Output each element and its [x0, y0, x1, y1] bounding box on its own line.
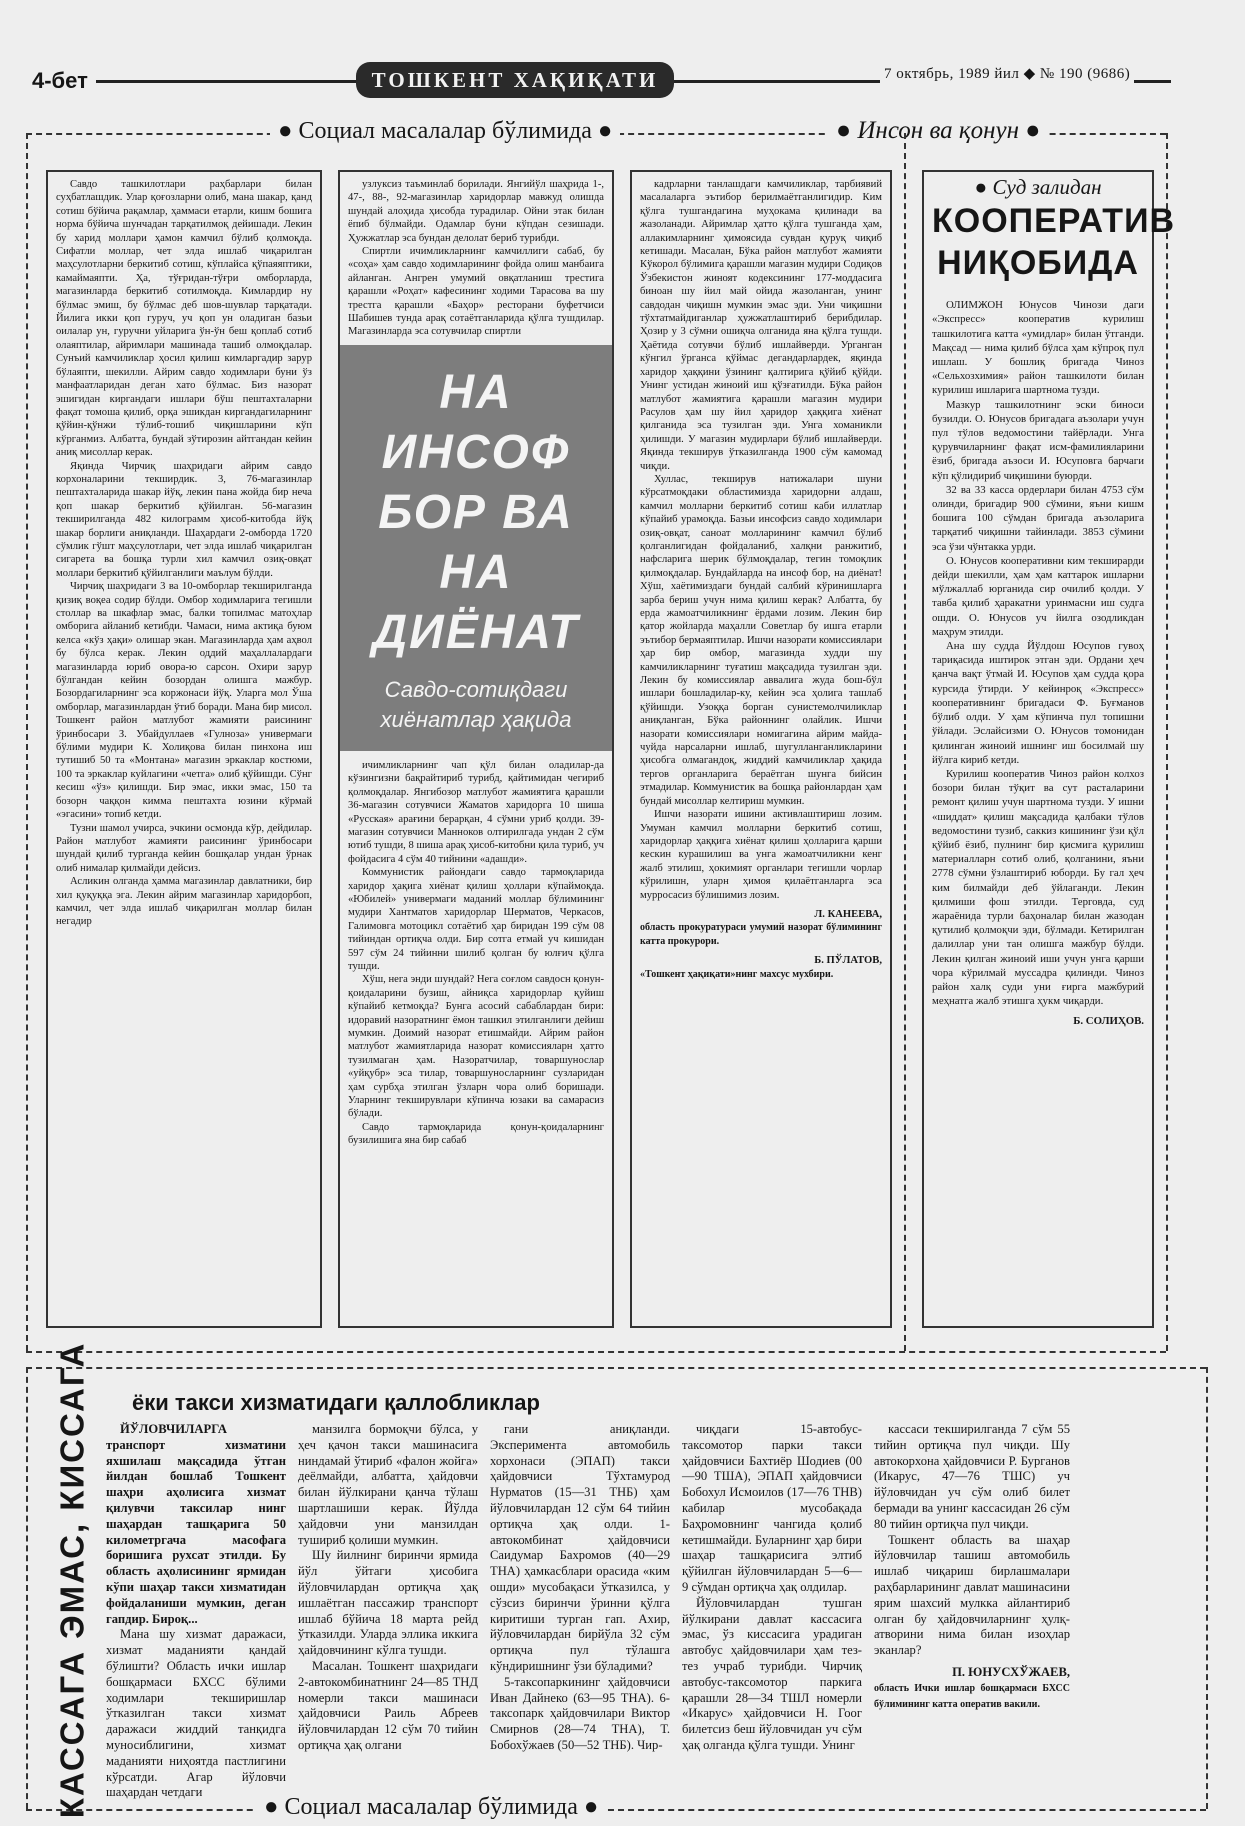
- headline-line: НА ИНСОФ: [381, 365, 571, 479]
- paragraph: ичимликларнинг чап қўл билан оладилар-да кўзингизни бақрайтириб турибд, қайтимидан чегириб қолмоқдалар. Янгибозор матлубот жамиятига қарашли 36-магазин сотувчиси Жаматов харидорга 10 шиша «Русская» арағини берарқан, 4 сўмни уриб қолди. 39-магазин сотувчиси Манноков олтирилгада ундан 2 сўм ютиб тушди, 8 шиша арақ ҳисоб-китобни қила туриб, уч фойдасига 4 сўм 40 тийнини «адашди».: [348, 759, 604, 865]
- headline-line: НИҚОБИДА: [937, 244, 1139, 283]
- article1-column-1: [46, 170, 322, 1328]
- paragraph: кадрларни танлашдаги камчиликлар, тарбиявий масалаларга эътибор берилмаётганлигидир. Ким қўлга тушгандагина муҳокама қилинади ва жазоланади. Айримлар ҳатто қўлга тушганда ҳам, аллакимларнинг ҳимоясида сувдан қуруқ чиқиб кетишади. Масалан, Бўка район матлубот жамияти Кўкорол бўлимига қарашли магазин мудири Содиқов Ўзбекистон жиноят кодексининг 177-моддасига биноан шу йил май ойида жазоланган, унинг савдодан чиқишн мумкин эмас эди. Уни чиқишни тўхтатмайдиганлар ҳужжатлаштириб берибдилар. Ҳозир у 3 сўмни ошиқча олганида яна қўлга тушди. Ҳаётида сотувчи бўлиб ишлайверди. Урганган кўнгил ўрганса қўймас дегандарлардек, яқинда харидор ҳаққини ўзининг қалтирига қўйиб қўйди. Унинг устидан жиноий иш қўзғатилди. Бўка район матлубот жамиятига қарашли магазин мудири Расулов ҳам шу йил ҳаридор ҳаққига хиёнат қилганида эса тузилган эди. Унга хоманикли ҳилишди. У магазин мудирлари бўлиб ишлайверди. Яқинда текширув ўтказилганда 1900 сўм камомад чиқди.: [640, 179, 882, 472]
- article1-column-3: [630, 170, 892, 1328]
- page-number: 4-бет: [32, 68, 88, 93]
- article1-headline-box: [340, 345, 612, 751]
- signature-yunushujaev-role: область Ички ишлар бошқармаси БХСС бўлимининг катта оператив вакили.: [874, 1682, 1070, 1710]
- paragraph: О. Юнусов кооперативни ким текширарди дейди шекилли, ҳам ҳам каттарок ишларни мўлжаллаб юрганида сир очилиб қолди. У тавба қилиб ҳаракатни уринмасни иш судга ошди. О. Юнусов уч йилга озодликдан маҳрум этилди.: [932, 554, 1144, 638]
- bottom-column-5: [874, 1422, 1070, 1790]
- issue-date: 7 октябрь, 1989 йил ◆ № 190 (9686): [880, 64, 1134, 83]
- paragraph: Коммунистик райондаги савдо тармоқларида харидор ҳақига хиёнат қилиш ҳоллари кўпаймоқда. «Юбилей» универмаги маданий моллар бўлимининг мудири Хантматов харидорлар Шерматов, Черкасов, Галимовга мотоцикл сотаётиб ҳар биридан 199 сўм 08 тийиндан ортиқча олди. Бир сотга етмай уч кишидан 597 сўм 24 тийинни шилиб қолган бу юлғич қўлга тушди.: [348, 867, 604, 972]
- paragraph: Тошкент область ва шаҳар йўловчилар ташиш автомобиль ишлаб чиқариш бирлашмалари раҳбарларининг давлат машинасини ярим шахсий мулкка айлантириб олган бу ҳайдовчиларнинг ҳулқ-атворини нима билан изоҳлар эканлар?: [874, 1532, 1070, 1658]
- paragraph: Ишчи назорати ишини активлаштириш лозим. Умуман камчил молларни беркитиб сотиш, харидорлар ҳаққига хиёнат қилиш ҳолларига қарши кескин курашилиш ва унга жамоатчиликни кенг жалб этилиш, ҳокимият органлари тегишли чорлар кўрилишн, уларн ҳимоя қилаётганларга эса мурросасиз бўлишимиз лозим.: [640, 809, 882, 901]
- newspaper-title: ТОШКЕНТ ХАҚИҚАТИ: [356, 62, 674, 98]
- paragraph: Тузни шамол учирса, эчкини осмонда кўр, дейдилар. Район матлубот жамияти раисининг ўринбосари шундай қилиб турганда кейин бошқалар ундан ўрнак олиб нималар қилмайди дейсиз.: [56, 822, 312, 874]
- signature-yunushujaev: П. ЮНУСХЎЖАЕВ,: [952, 1664, 1070, 1679]
- paragraph: узлуксиз таъминлаб борилади. Янгийўл шаҳрида 1-, 47-, 88-, 92-магазинлар харидорлар мавжуд олишда шундай алоҳида ҳисобда турадилар. Ойни этак билан ёпиб бўлмайди. Одамлар буни кўпдан сезишади. Ҳужжатлар эса бундан делолат бериб турибди.: [348, 179, 604, 244]
- rubric-law: ● Инсон ва қонун ●: [828, 117, 1048, 145]
- rubric-social-bottom: ● Социал масалалар бўлимида ●: [256, 1794, 606, 1821]
- bottom-bottom-rule: [26, 1809, 1206, 1811]
- bottom-vertical-title: КАССАГА ЭМАС, КИССАГА: [53, 1341, 90, 1819]
- signature-pulatov: Б. ПЎЛАТОВ,: [814, 955, 882, 967]
- headline-line: БОР ВА: [378, 485, 574, 539]
- paragraph: ОЛИМЖОН Юнусов Чинози даги «Экспресс» кооператив курилиш ташкилотига катта «умидлар» билан ўтганди. Мақсад — нима қилиб бўлса ҳам кўпроқ пул ишлаш. У бошлиқ бригада Чиноз «Сельхозхимия» район ташкилоти билан курилиш ишларига шартнома тузди.: [932, 299, 1144, 397]
- paragraph: Йўловчилардан тушган йўлкирани давлат кассасига эмас, ўз киссасига урадиган автобус ҳайдовчилари ҳам тез-тез учраб турибди. Чирчиқ автобус-таксомотор паркига қарашли 28—34 ТШЛ номерли «Икарус» ҳайдовчиси Н. Гоог билетсиз беш йўловчидан уч сўм ҳақ олганда қўлга тушди. Унинг: [682, 1595, 862, 1752]
- paragraph: Масалан. Тошкент шаҳридаги 2-автокомбинатнинг 24—85 ТНД номерли такси машинаси ҳайдовчиси Раиль Абреев йўловчилардан 12 сўм 70 тийин ортиқча ҳақ олгани: [298, 1658, 478, 1752]
- headline-subtitle: Савдо-сотиқдаги хиёнатлар ҳақида: [380, 676, 572, 732]
- paragraph: Савдо тармоқларида қонун-қоидаларнинг бузилишига яна бир сабаб: [348, 1121, 604, 1147]
- bottom-top-rule: [26, 1367, 1206, 1369]
- headline-line: КООПЕРАТИВ: [932, 202, 1176, 241]
- paragraph: манзилга бормоқчи бўлса, у ҳеч қачон такси машинасига ниндамай ўтириб «фалон жойга» деёлмайди, албатта, ҳайдовчи билан йўлкирани қанча тўлаш шартлашиши керак. Йўлда ҳайдовчи уни манзилдан тушириб қолиши мумкин.: [298, 1422, 478, 1547]
- frame-left: [26, 133, 28, 1351]
- paragraph: ЙЎЛОВЧИЛАРГА транспорт хизматини яхшилаш мақсадида ўтган йилдан бошлаб Тошкент шаҳри аҳолисига хизмат қилувчи таксилар нинг шаҳардан ташқарига 50 километргача масофага боришига рухсат этилди. Бу область аҳолисининг ярмидан кўпи шаҳар такси хизматидан фойдаланиши мумкин, деган гапдир. Бироқ...: [106, 1422, 286, 1626]
- signature-solihov: Б. СОЛИҲОВ.: [1073, 1015, 1144, 1028]
- bottom-column-4: [682, 1422, 862, 1790]
- bottom-column-3: [490, 1422, 670, 1790]
- article1-column-2: [338, 170, 614, 1328]
- bottom-frame-left: [26, 1367, 28, 1809]
- paragraph: 32 ва 33 касса ордерлари билан 4753 сўм олинди, бригадир 900 сўмини, яъни кишм бошига 100 сўмдан бригада аъзоларига тарқатиб чиқишни тайинлади. 3853 сўмини эса ўзи чўнтакка урди.: [932, 483, 1144, 553]
- paragraph: Хуллас, текширув натижалари шуни кўрсатмоқдаки областимизда харидорни алдаш, камчил молларни беркитиб сотиш каби иллатлар кўпайиб урамоқда. Базьи инсофсиз савдо ходимлари озиқ-овқат, саноат молларининг камчил бўлиб қолганлигидан фойдаланиб, халқни ранжитиб, нафсларига шерик бўлмоқдалар, тегин томоқлик қилмоқдалар. Бундайларда на инсоф бор, на диёнат! Хўш, хаётимиздаги бундай салбий кўринишларга зарба бериш учун нима қилиш керак? Албатта, бу ерда жамоатчиликнинг ёрдами лозим. Лекин бир қатор жойларда маҳалли Советлар бу ишга етарли эътибор бермаяптилар. Ишчи назорати комиссиялари ҳар бир омбор, магазинда худди шу камчиликларнинг туғатиш мақсадида тузилган эди. Лекин бу комиссиялар аввалига жуда бош-бўл ишлари бошладилар-ку, кейин эса ҳолига ташлаб қўйишди. Узоққа борган сунистемолчиликлар аниқланган, Бўка районнинг олайлик. Ишчи назорати комиссиялари номигагина айрим майда-чуйда нарсаларни ишлаб, шугулланганликларини ҳисобга олмагандоқ, жиддий камчиликлар ҳақида тергов органларига бераётган шунга бийсин этмадилар. Коммунистик ва бошқа районлардан ҳам бундай мисоллар келтириш мумкин.: [640, 473, 882, 807]
- headline-line: НА ДИЁНАТ: [372, 545, 580, 659]
- frame-right: [1166, 133, 1168, 1351]
- paragraph: Мазкур ташкилотнинг эски биноси бузилди. О. Юнусов бригадага аъзолари учун пул тўлов ведомостини тайёрлади. Унга қурувчиларнинг фақат исм-фамилияларини ёзиб, бригада аъзоси И. Юсуповга барчаги кўп қўлидириб чиқишини буюрди.: [932, 398, 1144, 482]
- paragraph: Хўш, нега энди шундай? Нега соғлом савдосн қонун-қоидаларини бузиш, айниқса харидорлар қуйиш кўпайиб кетмоқда? Бунга асосий сабаблардан бири: идоравий назоратнинг ёмон ташкил этилганлиги дейиш мумкин. Доимий назорат етишмайди. Айрим район матлубот жамиятларида назорат комиссияларн ҳатто тузилмаган ҳам. Назоратчилар, товаршунослар «уйқубр» эса тилар, товаршуносларнинг сузларидан ҳам сурбҳа этилган ўзларн чора олиб боришади. Уларнинг текширувлари кўпинча юзаки ва самарасиз бўлади.: [348, 974, 604, 1120]
- article2-column: [922, 170, 1176, 1328]
- paragraph: Мана шу хизмат даражаси, хизмат маданияти қандай бўлишти? Область ички ишлар бошқармаси БХСС бўлими ходимлари текширишлар ўтказилган такси хизмат даражаси жиддий танқидга муносиблигини, хизмат маданияти ниҳоятда пастлигини кўрсатди. Агар йўловчи шаҳардан четдаги: [106, 1627, 286, 1800]
- frame-middle: [904, 133, 906, 1351]
- frame-bottom: [26, 1351, 1166, 1353]
- paragraph: гани аниқланди. Эксперимента автомобиль хорхонаси (ЭПАП) такси ҳайдовчиси Тўхтамурод Нурматов (15—31 ТНБ) ҳам йўловчилардан 12 сўм 64 тийин ортиқча ҳақ олди. 1-автокомбинат ҳайдовчиси Саидумар Бахромов (40—29 ТНА) ҳамкасблари орасида «ким ошди» мусобақаси ўтказилса, у сўзсиз биринчи ўринни қўлга киритиши турган гап. Ахир, йўловчилардан бирйўла 32 сўм ортиқча пул тўлашга кўндиришнинг ўзи бўладими?: [490, 1422, 670, 1673]
- paragraph: Спиртли ичимликларнинг камчиллиги сабаб, бу «соҳа» ҳам савдо ходимларининг фойда олиш манбаига айланган. Ангрен умумий овқатланиш трестига қарашли «Роҳат» кафесининг ходими Тарасова ва шу трестга қарашли «Баҳор» ресторани буфетчиси Шабишев тунда арақ сотаётганларида қўлга тушдилар. Магазинларда эса сотувчилар спиртли: [348, 246, 604, 338]
- paragraph: Яқинда Чирчиқ шаҳридаги айрим савдо корхоналарини текширдик. 3, 76-магазинлар пештахталарида шакар йўқ, лекин пана жойда бир неча қоп шакар беркитиб қўйилган. 56-магазин текширилганда 482 килограмм ҳисоб-китобда йўқ шакар борлиги аниқланди. Шаҳардаги 2-омборда 1720 сўмлик гўшт маҳсулотлари, чет элда ишлаб чиқарилган сигарета ва бошқа турли хил камчил озиқ-овқат моллари беркитиб қўйилганлиги маълум бўлди.: [56, 460, 312, 579]
- rubric-social: ● Социал масалалар бўлимида ●: [270, 118, 620, 145]
- paragraph: Курилиш кооператив Чиноз район колхоз бозори билан тўқит ва сут расталарини ремонт қилиш учун шартнома тузди. У ишни «шиддат» қилиш мақсадида қалбаки тўлов ведомостини тузиб, саккиз кишининг ўзи қўл қўйиб ёзиб, пулнинг бир қисмига қурилиш материалларн сотиб олиб, қолганини, яъни 2778 сўмни ўзлаштириб юборди. Бу гал ҳеч ким билмайди деб ўйлаганди. Лекин қилмиши фош этилди. Терговда, суд жараёнида турли баҳоналар билан жазодан қутилиб қолмоқчи эди, бўлмади. Кетирилган далиллар уни тан олишга мажбур бўлди. Лекин қилган жиноий иши учун унга қарши чора кўрилмай муссадра қилинди. Чиноз район халқ суди уни ғирга мажбурий меҳнатга жалб этишга ҳукм чиқарди.: [932, 767, 1144, 1008]
- paragraph: Чирчиқ шаҳридаги 3 ва 10-омборлар текширилганда қизиқ воқеа содир бўлди. Омбор ходимларига тегишли столлар ва шкафлар эмас, балки топилмас матоҳлар омборига айланиб кетибди. Чамаси, нима актиқа буюм келса «кўз ҳақи» олишар экан. Магазинларда ҳам аҳвол бу бўлса керак. Лекин оддий маҳаллалардаги магазинларда юриб овора-ю сарсон. Охири зарур бўлгандан кейин бозордан олишга мажбур. Бозордагиларнинг эса коржонаси йўқ. Уларга мол Ўша омборлар, магазинлардан ўтиб боради. Мана бир мисол. Тошкент район матлубот жамияти раисининг ўринбосари З. Убайдуллаев «Гулноза» универмаги бўлими мудири К. Холиқова билан пинхона иш тутишиб 50 та «Монтана» магазин эркаклар костюми, 100 та эркаклар куйлагини «четга» олиб қўйишди. Сўнг кесиш «ўз» қилишди. Бир эмас, икки эмас, 150 та бозорн чаққон кимма пештахта юзини кўрмай «эгасини» топиб кетди.: [56, 581, 312, 821]
- signature-pulatov-role: «Тошкент ҳақиқати»нинг махсус мухбири.: [640, 968, 834, 980]
- bottom-column-1: [106, 1422, 286, 1800]
- paragraph: Ана шу судда Йўлдош Юсупов гувоҳ тариқасида иштирок этган эди. Ордани ҳеч қанча вақт ўтмай И. Юсупов ҳам судда қора курсида ўтирди. У кейинроқ «Экспресс» кооперативнинг бригадаси Ф. Буғманов бўлиб олди. У ҳам кўпинча пул топишни ўйлади. Эслайсизми О. Юнусов томонидан қилинган жиноий ишнинг иш босилмай шу йўлга кириб кетди.: [932, 640, 1144, 766]
- paragraph: 5-таксопаркининг ҳайдовчиси Иван Дайнеко (63—95 ТНА). 6-таксопарк ҳайдовчилари Виктор Смирнов (28—74 ТНА), Т. Бобохўжаев (50—52 ТНБ). Чир-: [490, 1674, 670, 1752]
- paragraph: чиқдаги 15-автобус-таксомотор парки такси ҳайдовчиси Бахтиёр Шодиев (00—90 ТША), ЭПАП ҳайдовчиси Бобохул Исмоилов (17—76 ТНВ) кабилар мусобақада Баҳромовнинг чангида қолиб кетишмайди. Буларнинг ҳар бири шаҳар ташқарисига элтиб қўйилган йўловчилардан 5—6—9 сўмдан ортиқча ҳақ олдилар.: [682, 1422, 862, 1594]
- signature-kaneeva-role: область прокуратураси умумий назорат бўлимининг катта прокурори.: [640, 922, 882, 947]
- paragraph: Савдо ташкилотлари раҳбарлари билан суҳбатлашдик. Улар қоғозларни олиб, мана шакар, қанд сотиш бўйича рақамлар, ҳаммаси етарли, кишм бошига норма бўйича шунчадан тарқатилмоқ дейишади. Лекин бу харид моллари ҳамон камчил бўлиб қолмоқда. Сифатли моллар, чет элда ишлаб чиқарилган маҳсулотларни беркитиб сотиш, кўплайса қўпаяяптики, камаймаяпти. Ҳа, тўғридан-тўғри омборларда, магазинларда беркитиб сотилмоқда. Кимлардир ну бўлмас эмиш, бу бўлмас деб шов-шувлар тарқатади. Йилига икки қоп гуруч, уч қоп ун оладиган базьи оилалар ун, гуручни уйларига ўн-ўн беш қоплаб сотиб олаяптилар, айримлари машинада ташиб олмоқдалар. Сунъий камчиликлар ҳосил қилиш кимларгадир зарур бўлаяпти, шекилли. Айрим савдо ходимлари буни ўз манфаатларидан деган хато бўлмас. Биз назорат эшигидан киргандаги ишлари бўш пештахталарни фақат томоша қилиб, орқа эшикдан киргандагиларнинг қўйин-қўнжи тўлиб-тошиб чиқишларини кўп кўрганмиз. Албатта, бундай зўтирозин айтгандан кейин аниқ мисоллар керак.: [56, 179, 312, 459]
- signature-kaneeva: Л. КАНЕЕВА,: [814, 908, 882, 920]
- paragraph: кассаси текширилганда 7 сўм 55 тийин ортиқча пул чиқди. Шу автокорхона ҳайдовчиси Р. Бурганов (Икарус, 47—76 ТШС) уч йўловчидан уч сўм олиб билет бермади ва унинг кассасидан 26 сўм 80 тийин ортиқча пул чиқди.: [874, 1422, 1070, 1531]
- bottom-column-2: [298, 1422, 478, 1790]
- bottom-heading: ёки такси хизматидаги қаллобликлар: [126, 1390, 546, 1416]
- paragraph: Шу йилнинг биринчи ярмида йўл ўйтаги ҳисобига йўловчилардан ортиқча ҳақ ишлаётган пассажир транспорт ишлаб бўйича 18 марта рейд ўтказилди. Уларда эллика иккига ҳайдовчининг кўлга тушди.: [298, 1548, 478, 1658]
- court-rubric: ● Суд залидан: [974, 175, 1102, 199]
- court-headline: [932, 200, 1176, 284]
- paragraph: Асликин олганда ҳамма магазинлар давлатники, бир хил қуқуққа эга. Лекин айрим магазинлар харидорбоп, камчил, чет элда ишлаб чиқарилган моллар билан негадир: [56, 876, 312, 928]
- bottom-frame-right: [1206, 1367, 1208, 1809]
